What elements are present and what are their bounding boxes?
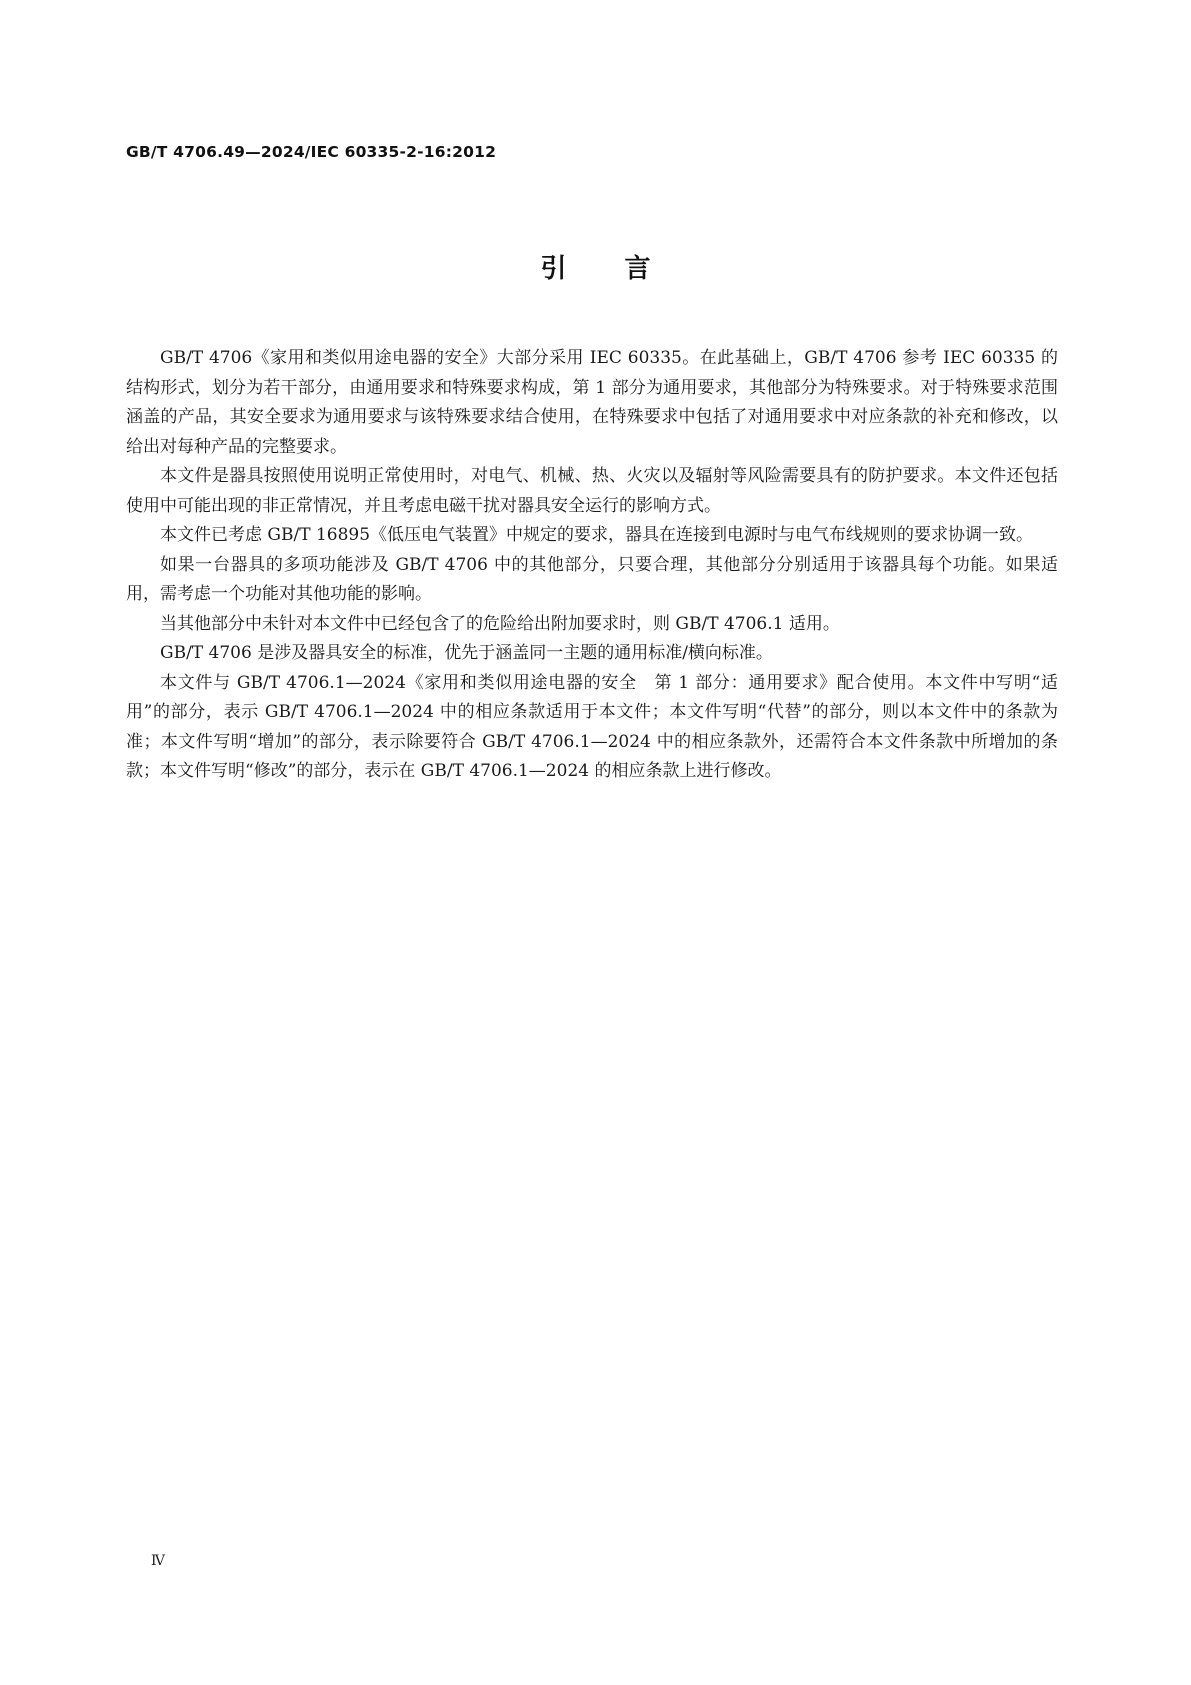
paragraph: 本文件是器具按照使用说明正常使用时，对电气、机械、热、火灾以及辐射等风险需要具有的防护要求。本文件还包括使用中可能出现的非正常情况，并且考虑电磁干扰对器具安全运行的影响方式。: [126, 466, 1058, 516]
standard-number-header: GB/T 4706.49—2024/IEC 60335-2-16:2012: [126, 143, 497, 161]
paragraph: GB/T 4706《家用和类似用途电器的安全》大部分采用 IEC 60335。在此基础上，GB/T 4706 参考 IEC 60335 的结构形式，划分为若干部分，由通用要求和特殊要求构成，第 1 部分为通用要求，其他部分为特殊要求。对于特殊要求范围涵盖的产品，其安全要求为通用要求与该特殊要求结合使用，在特殊要求中包括了对通用要求中对应条款的补充和修改，以给出对每种产品的完整要求。: [126, 348, 1058, 457]
paragraph: 本文件与 GB/T 4706.1—2024《家用和类似用途电器的安全 第 1 部分：通用要求》配合使用。本文件中写明“适用”的部分，表示 GB/T 4706.1—2024 中的相应条款适用于本文件；本文件写明“代替”的部分，则以本文件中的条款为准；本文件写明“增加”的部分，表示除要符合 GB/T 4706.1—2024 中的相应条款外，还需符合本文件条款中所增加的条款；本文件写明“修改”的部分，表示在 GB/T 4706.1—2024 的相应条款上进行修改。: [126, 672, 1058, 781]
page-number: Ⅳ: [151, 1553, 165, 1569]
paragraph: 本文件已考虑 GB/T 16895《低压电气装置》中规定的要求，器具在连接到电源时与电气布线规则的要求协调一致。: [160, 525, 1034, 545]
introduction-body: [126, 344, 1058, 787]
paragraph: 当其他部分中未针对本文件中已经包含了的危险给出附加要求时，则 GB/T 4706.1 适用。: [160, 613, 840, 634]
paragraph: 如果一台器具的多项功能涉及 GB/T 4706 中的其他部分，只要合理，其他部分分别适用于该器具每个功能。如果适用，需考虑一个功能对其他功能的影响。: [126, 554, 1058, 604]
section-title: 引言: [540, 254, 709, 284]
paragraph: GB/T 4706 是涉及器具安全的标准，优先于涵盖同一主题的通用标准/横向标准。: [160, 643, 773, 663]
